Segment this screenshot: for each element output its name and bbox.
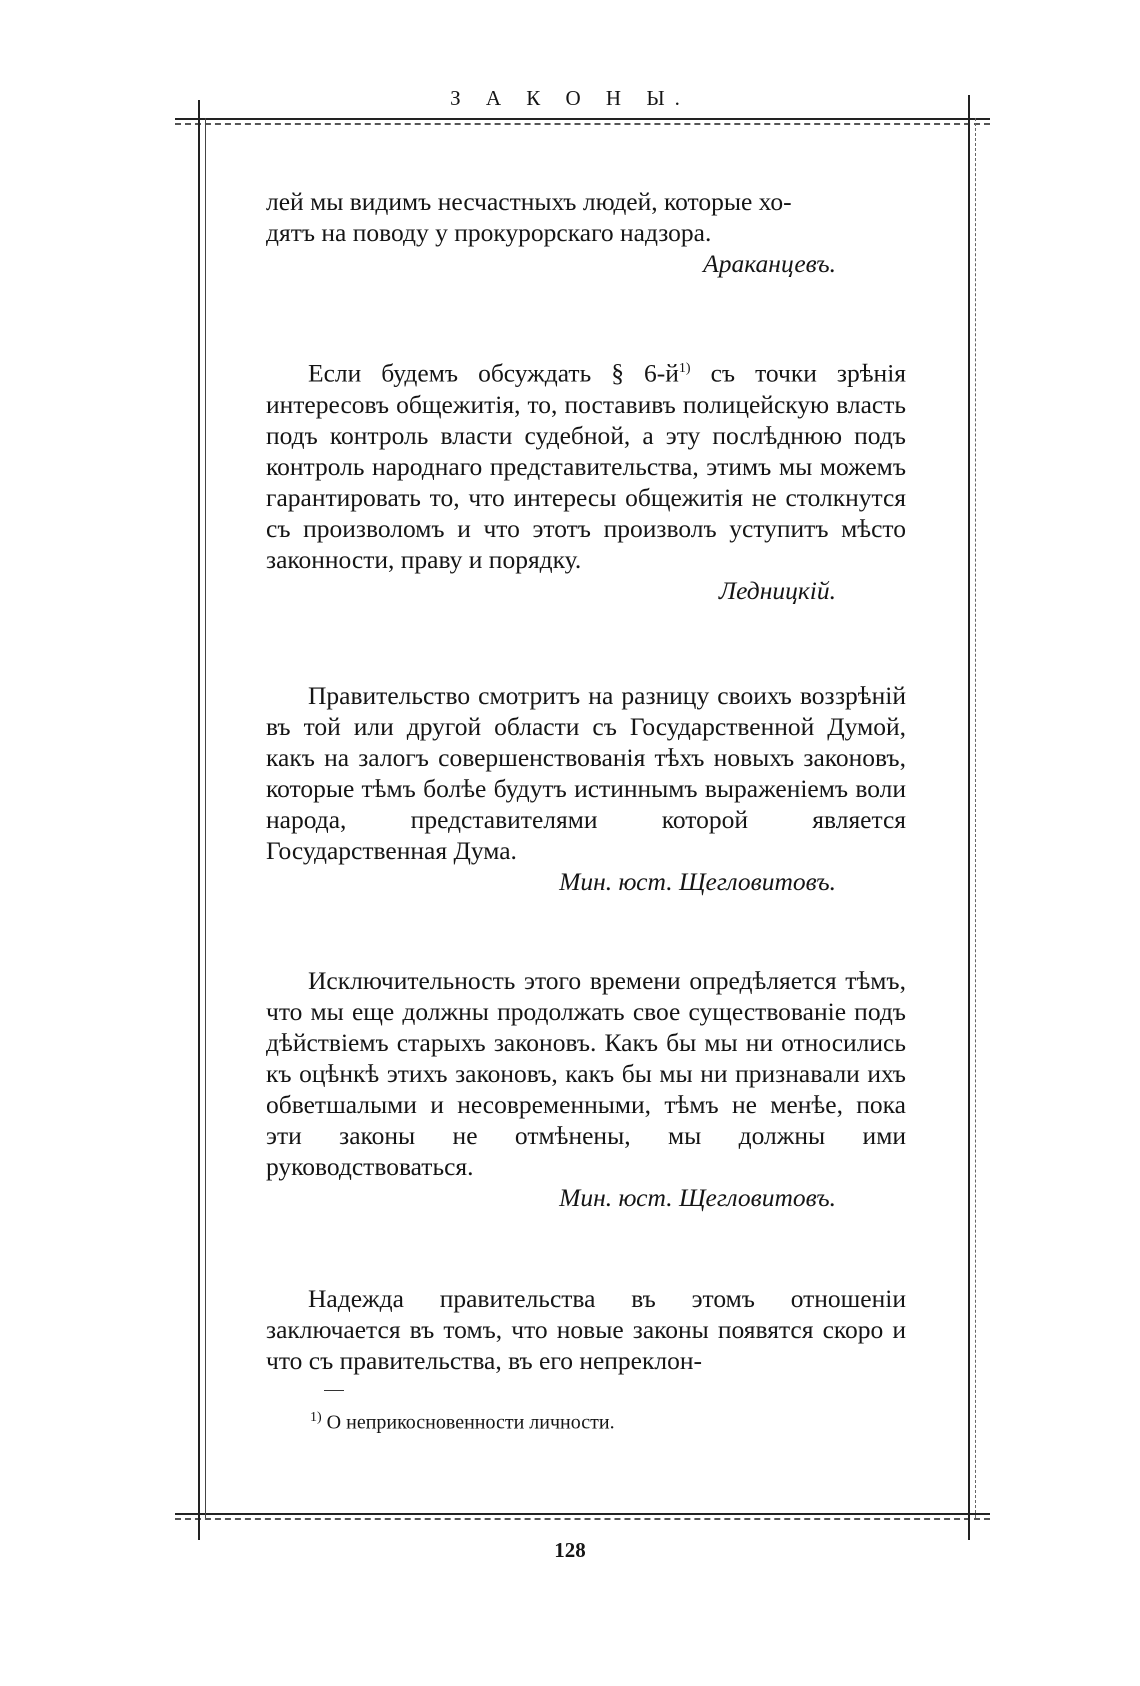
paragraph: лей мы видимъ несчастныхъ людей, которые хо- дятъ на поводу у прокурорскаго надзора. [266,187,792,247]
bottom-frame-rule [175,1513,990,1515]
running-head: З А К О Н Ы. [450,86,690,110]
page-number: 128 [554,1538,586,1562]
signature: Мин. юст. Щегловитовъ. [559,866,836,896]
signature: Мин. юст. Щегловитовъ. [559,1182,836,1212]
paragraph: Исключительность этого времени опредѣляется тѣмъ, что мы еще должны продолжать свое существованіе подъ дѣйствіемъ старыхъ законовъ. Какъ бы мы ни относились къ оцѣнкѣ этихъ законовъ, какъ бы мы ни признавали ихъ обветшалыми и несовременными, тѣмъ не менѣе, пока эти законы не отмѣнены, мы должны ими руководствоваться. [266,965,906,1181]
paragraph: Надежда правительства въ этомъ отношеніи заключается въ томъ, что новые законы появятся скоро и что съ правительства, въ его непреклон- [266,1283,906,1375]
spacer [266,897,906,965]
footnote: $^{1)}$ О неприкосновенности личности. [310,1409,615,1434]
spacer [266,606,906,680]
paragraph: Если будемъ обсуждать § $6-й^{1)}$ съ точки зрѣнія интересовъ общежитія, то, поставивъ полицейскую власть подъ контроль власти судебной, а эту послѣднюю подъ контроль народнаго представительства, этимъ мы можемъ гарантировать то, что интересы общежитія не столкнутся съ произволомъ и что этотъ произволъ уступитъ мѣсто законности, праву и порядку. [266,358,907,574]
top-frame-rule-dashed [175,123,990,125]
spacer [266,1213,906,1283]
main-text [266,186,906,1435]
signature: Ледницкій. [718,575,836,605]
footnote-rule [324,1390,344,1391]
left-frame-rule [198,100,200,1540]
right-frame-rule-inner [975,118,976,1518]
footnote-mark: 1) [678,361,691,376]
paragraph: Правительство смотритъ на разницу своихъ воззрѣній въ той или другой области съ Государственной Думой, какъ на залогъ совершенствованія тѣхъ новыхъ законовъ, которые тѣмъ болѣе будутъ истиннымъ выраженіемъ воли народа, представителями которой является Государственная Дума. [266,680,906,865]
bottom-frame-rule-dashed [175,1518,990,1520]
right-frame-rule [968,95,970,1540]
signature: Араканцевъ. [703,249,836,278]
spacer [266,279,906,353]
top-frame-rule [175,118,990,120]
left-frame-rule-inner [205,118,206,1518]
